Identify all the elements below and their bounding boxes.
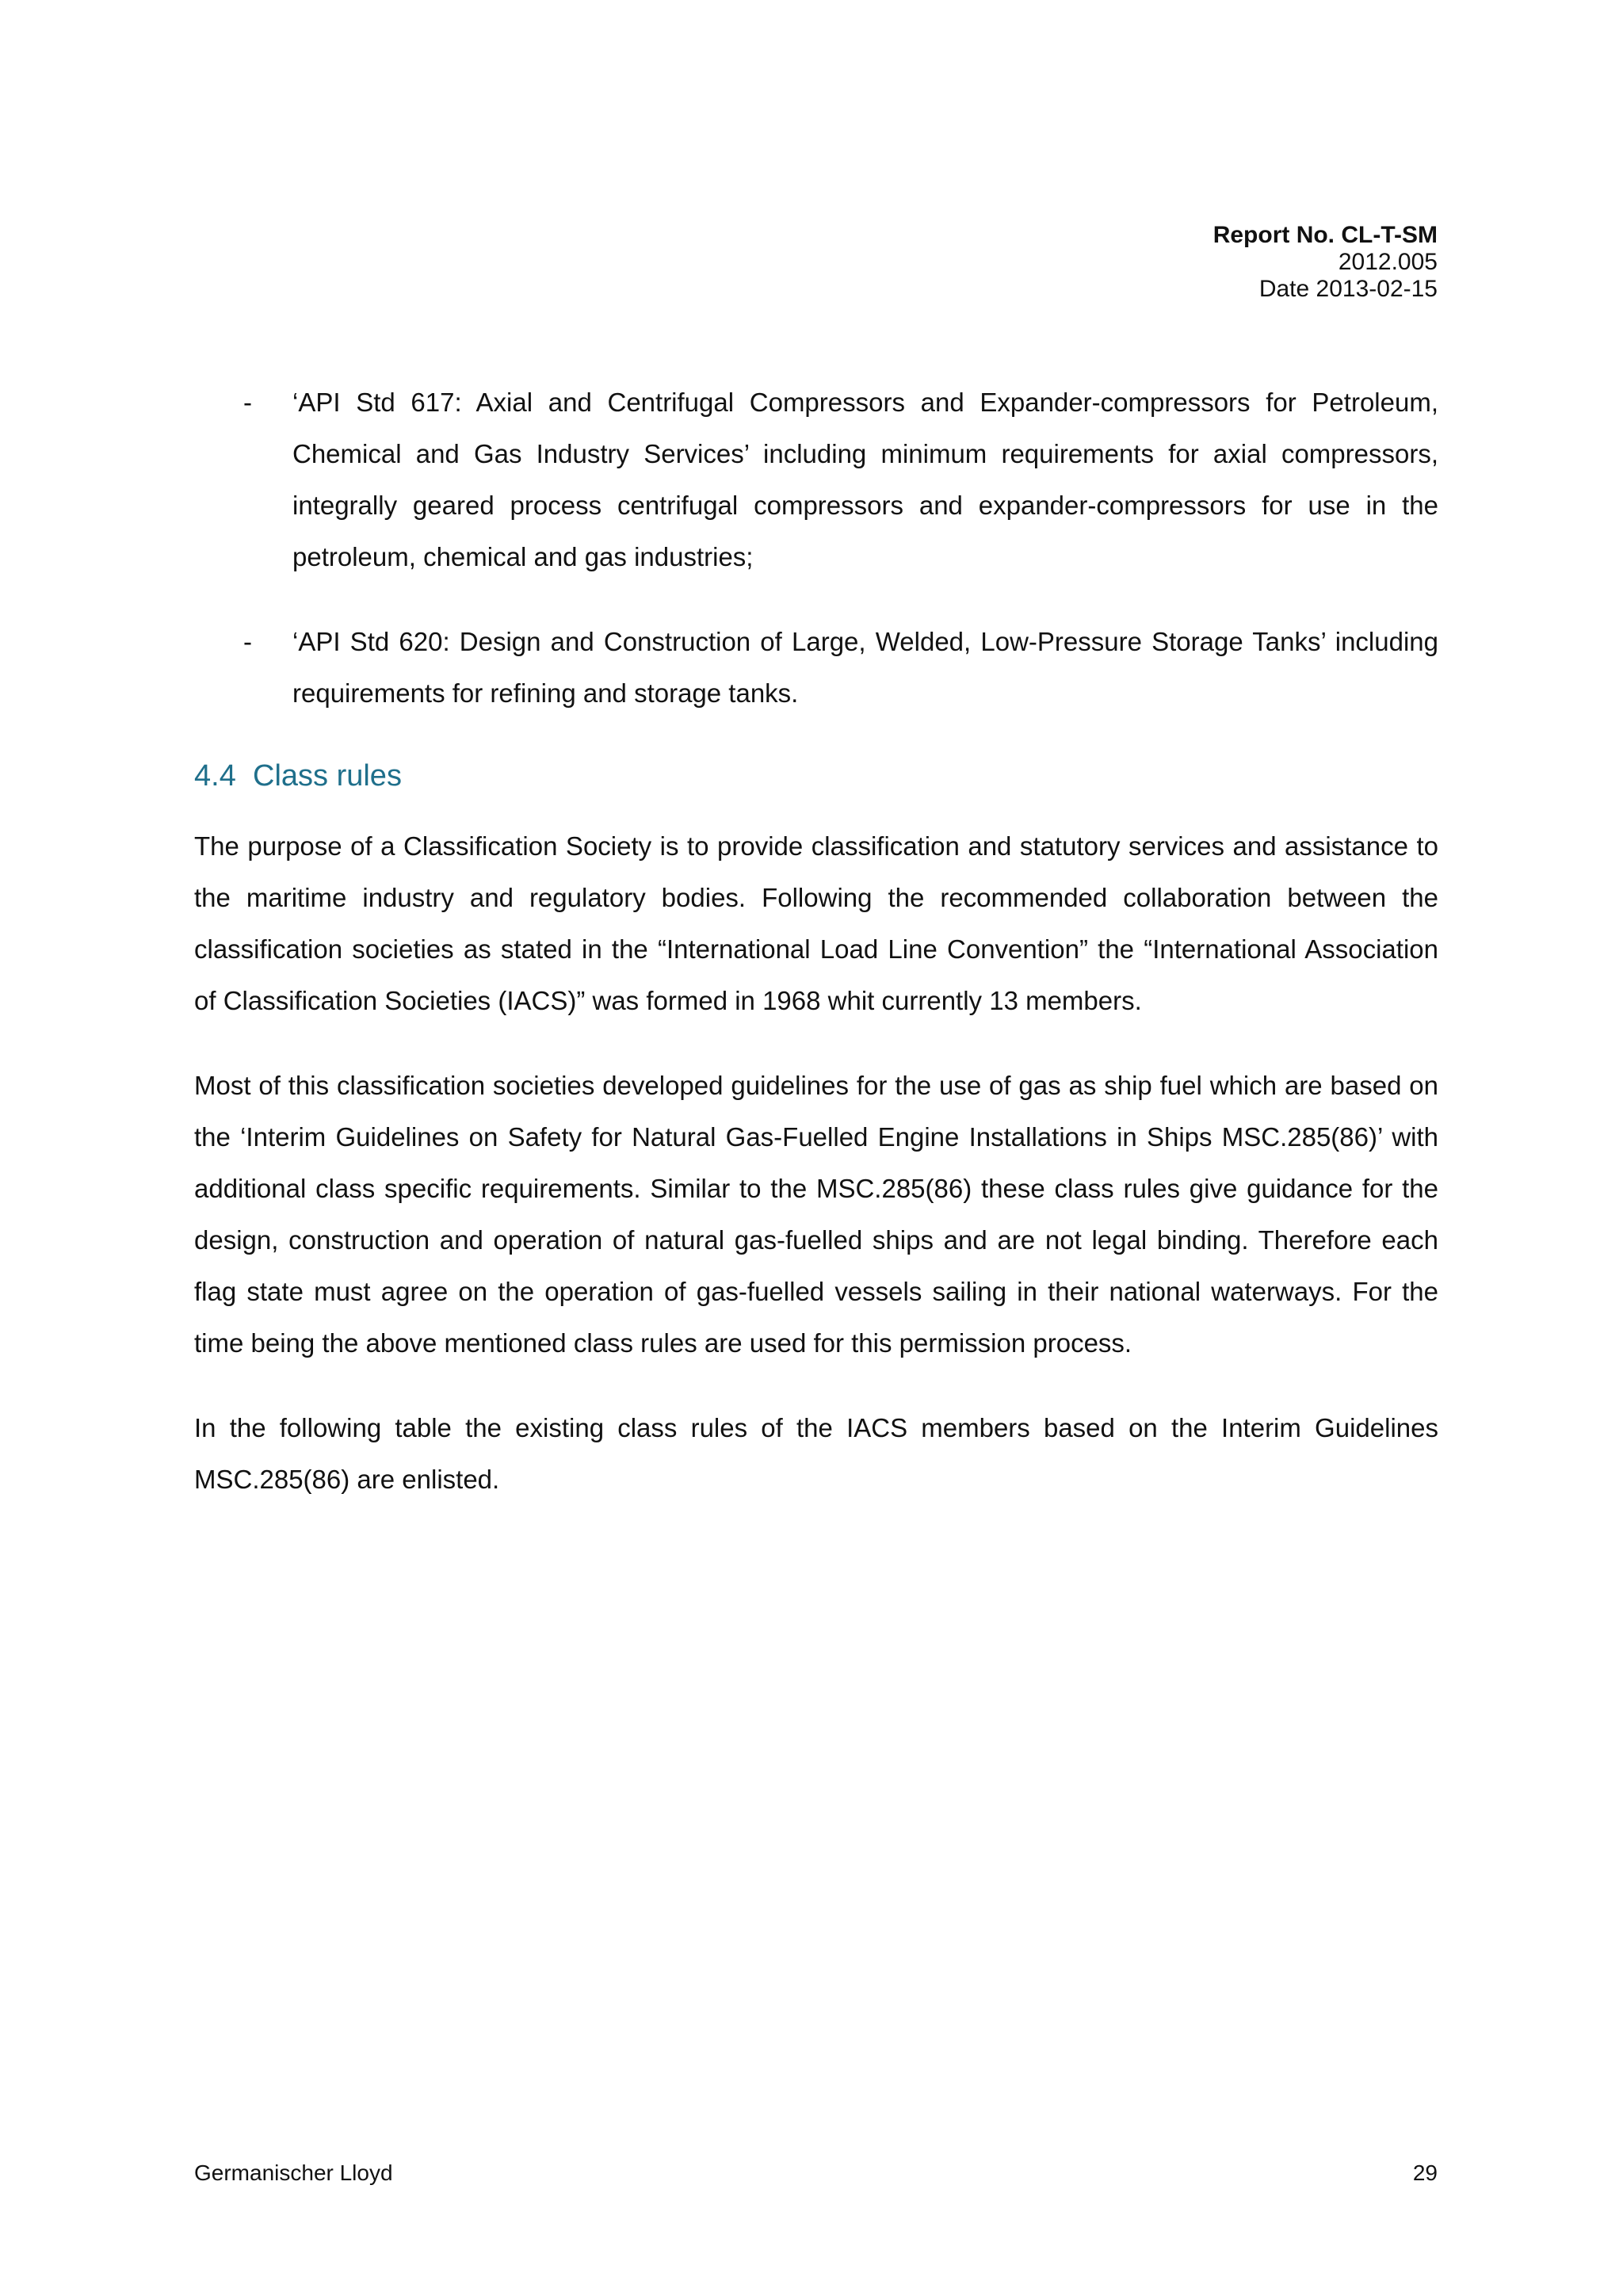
page-number: 29 (1412, 2160, 1438, 2185)
list-item-text: ‘API Std 620: Design and Construction of Large, Welded, Low-Pressure Storage Tanks’ including requirements for refining and storage tanks. (292, 627, 1438, 708)
report-date: Date 2013-02-15 (1258, 276, 1438, 302)
paragraph: The purpose of a Classification Society is to provide classification and statutory services and assistance to the maritime industry and regulatory bodies. Following the recommended collaboration between the classification societies as stated in the “International Load Line Convention” the “International Association of Classification Societies (IACS)” was formed in 1968 whit currently 13 members. (194, 831, 1438, 1015)
section-title: Class rules (253, 759, 402, 793)
bullet-dash: - (243, 627, 252, 656)
bullet-dash: - (243, 388, 252, 417)
report-header (1213, 222, 1438, 303)
report-number-continued: 2012.005 (1338, 249, 1438, 275)
section-number: 4.4 (194, 759, 236, 793)
paragraph: Most of this classification societies developed guidelines for the use of gas as ship fuel which are based on the ‘Interim Guidelines on Safety for Natural Gas-Fuelled Engine Installations in Ships MSC.285(86)’ with additional class specific requirements. Similar to the MSC.285(86) these class rules give guidance for the design, construction and operation of natural gas-fuelled ships and are not legal binding. Therefore each flag state must agree on the operation of gas-fuelled vessels sailing in their national waterways. For the time being the above mentioned class rules are used for this permission process. (194, 1071, 1438, 1358)
list-item (194, 616, 1438, 719)
list-item (194, 376, 1438, 583)
standards-list (194, 376, 1438, 719)
list-item-text: ‘API Std 617: Axial and Centrifugal Compressors and Expander-compressors for Petroleum, Chemical and Gas Industry Services’ including minimum requirements for axial compressors, integrally geared process centrifugal compressors and expander-compressors for use in the petroleum, chemical and gas industries; (292, 388, 1438, 571)
section-heading (194, 752, 1438, 800)
footer-company: Germanischer Lloyd (194, 2160, 393, 2185)
paragraph: In the following table the existing class rules of the IACS members based on the Interim Guidelines MSC.285(86) are enlisted. (194, 1413, 1438, 1494)
main-content (194, 376, 1438, 1538)
report-number: Report No. CL-T-SM (1212, 222, 1438, 248)
